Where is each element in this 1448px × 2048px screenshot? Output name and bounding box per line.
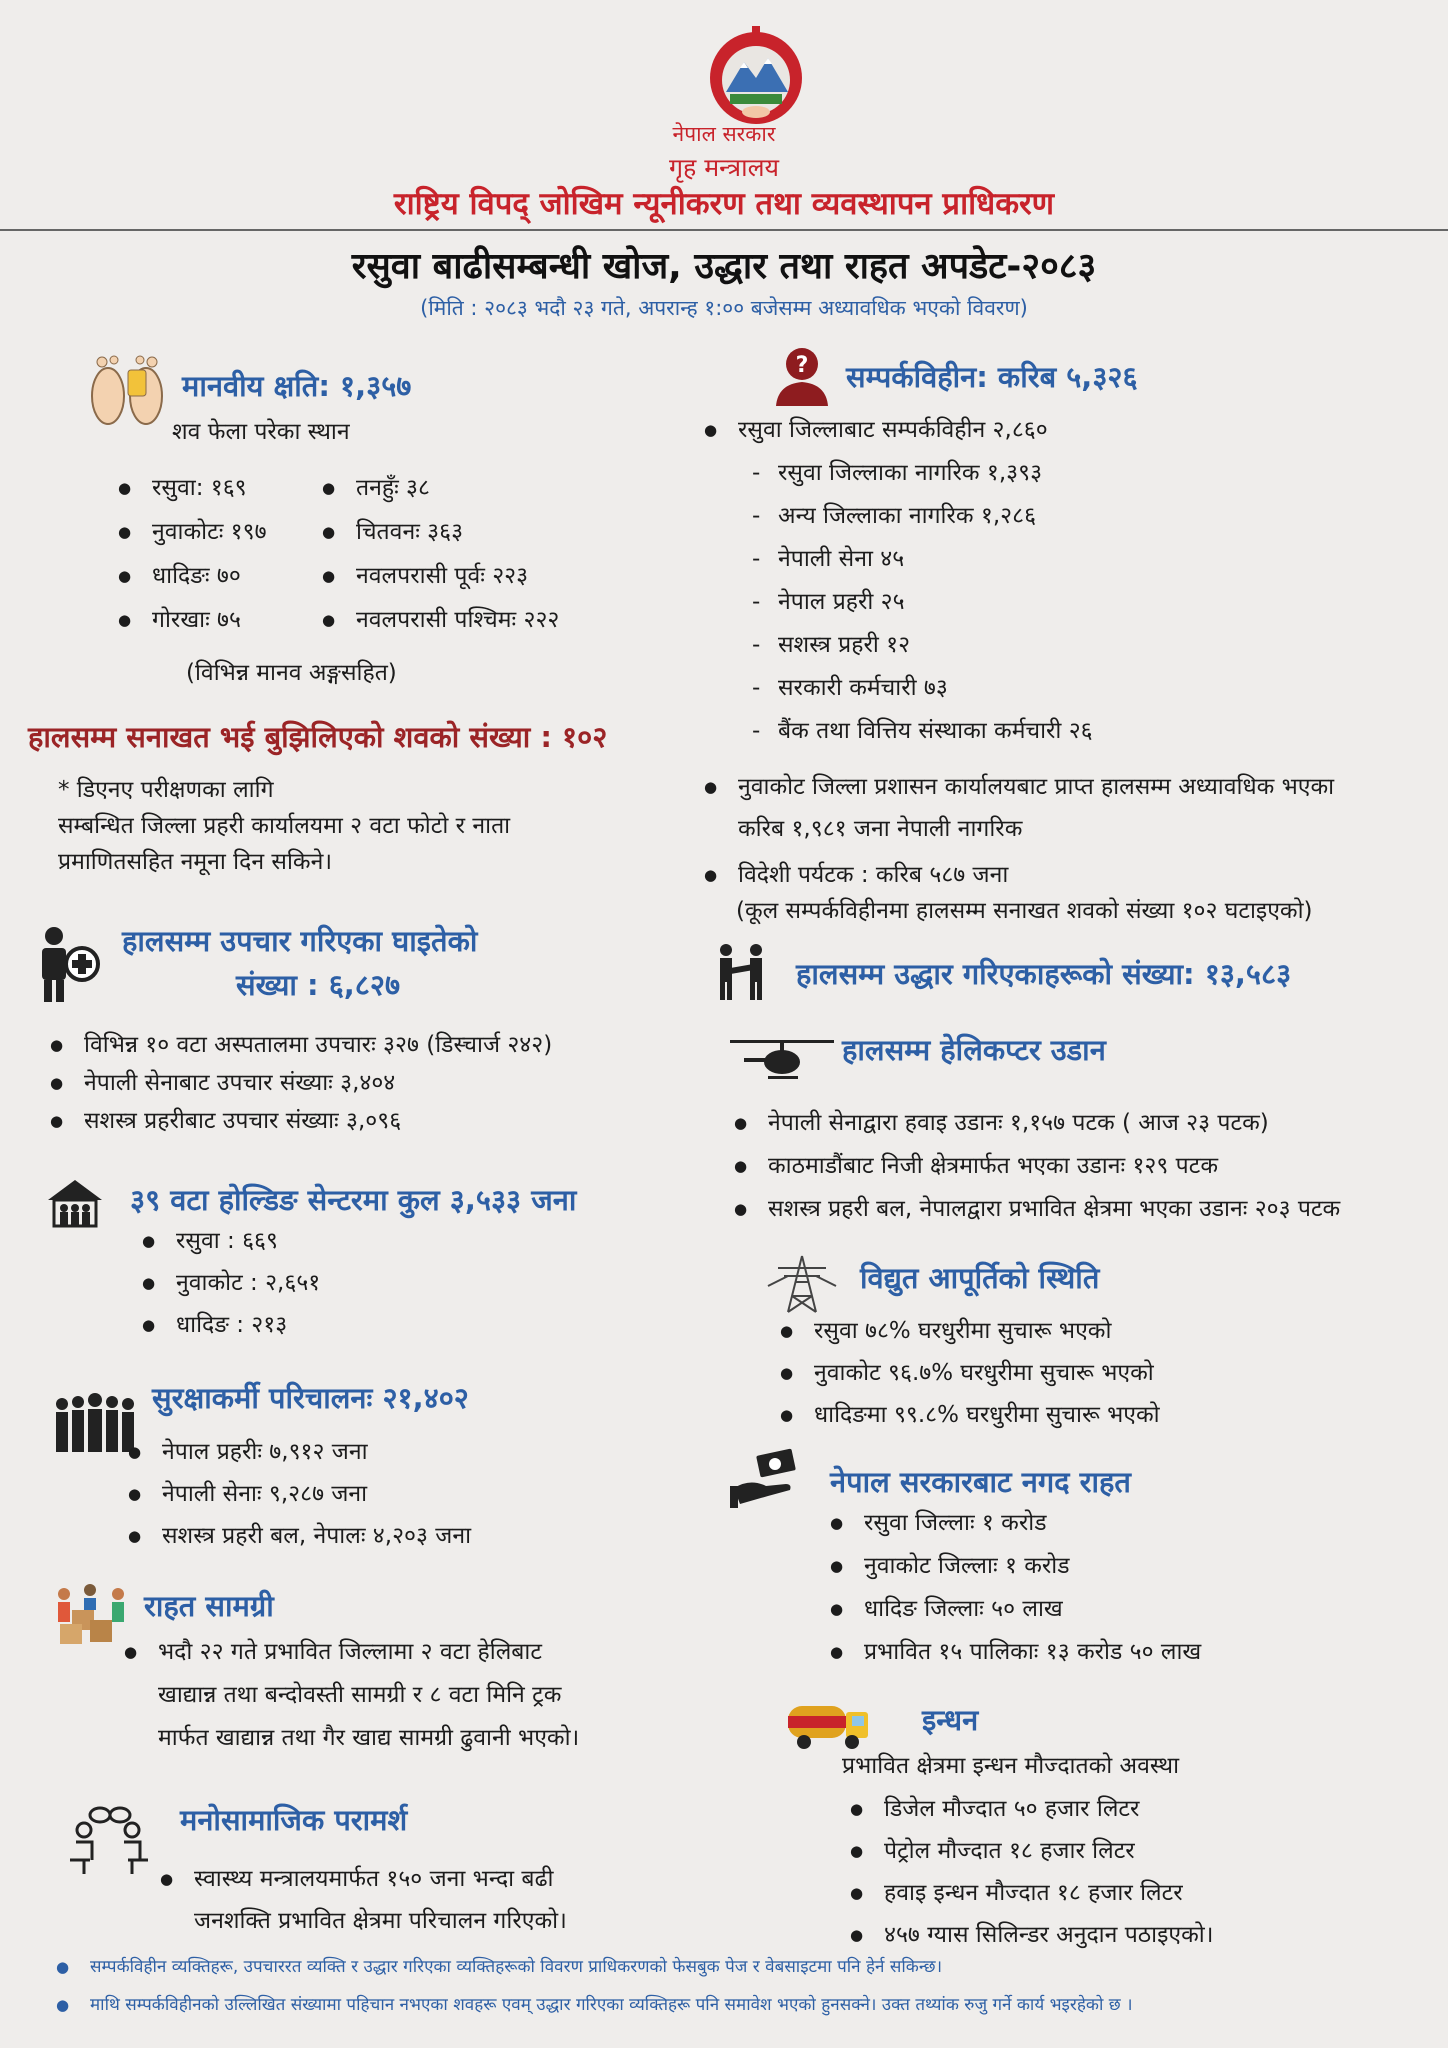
holding-list <box>142 1226 320 1340</box>
list-item: ● धादिङमा ९९.८% घरधुरीमा सुचारू भएको <box>780 1400 1160 1430</box>
missing-nuwakot-line: ● नुवाकोट जिल्ला प्रशासन कार्यालयबाट प्राप्त हालसम्म अध्यावधिक भएका <box>738 774 1335 800</box>
list-item: ● नवलपरासी पूर्वः २२३ <box>322 561 559 591</box>
human-loss-title: मानवीय क्षति: १,३५७ <box>182 369 412 403</box>
missing-note: (कूल सम्पर्कविहीनमा हालसम्म सनाखत शवको संख्या १०२ घटाइएको) <box>736 898 1313 924</box>
list-item: ● नुवाकोट ९६.७% घरधुरीमा सुचारू भएको <box>780 1358 1160 1388</box>
relief-line: मार्फत खाद्यान्न तथा गैर खाद्य सामग्री ढुवानी भएको। <box>158 1725 580 1751</box>
list-item: ● गोरखाः ७५ <box>118 605 267 635</box>
human-loss-subtitle: शव फेला परेका स्थान <box>172 419 350 445</box>
rescue-team-icon <box>712 942 772 1002</box>
list-item: ● नवलपरासी पश्चिमः २२२ <box>322 605 559 635</box>
shelter-house-icon <box>46 1178 104 1228</box>
fuel-title: इन्धन <box>922 1703 979 1737</box>
list-item <box>124 1631 579 1760</box>
fuel-truck-icon <box>786 1700 872 1752</box>
holding-title: ३९ वटा होल्डिङ सेन्टरमा कुल ३,५३३ जना <box>130 1183 577 1217</box>
footer-note: ● सम्पर्कविहीन व्यक्तिहरू, उपचाररत व्यक्ति र उद्धार गरिएका व्यक्तिहरूको विवरण प्राधिकरणको फेसबुक पेज र वेबसाइटमा पनि हेर्न सकिन्छ। <box>56 1956 1133 1978</box>
helicopter-list <box>734 1108 1340 1224</box>
list-item: ● नुवाकोट : २,६५१ <box>142 1268 320 1298</box>
list-item: ● धादिङ जिल्लाः ५० लाख <box>830 1594 1201 1624</box>
list-item: ● पेट्रोल मौज्दात १८ हजार लिटर <box>850 1836 1213 1866</box>
rescued-title: हालसम्म उद्धार गरिएकाहरूको संख्या: १३,५८३ <box>796 957 1292 991</box>
list-item: ● सशस्त्र प्रहरी बल, नेपालः ४,२०३ जना <box>128 1521 471 1551</box>
list-item: ● विभिन्न १० वटा अस्पतालमा उपचारः ३२७ (डिस्चार्ज २४२) <box>50 1030 552 1060</box>
sub-list-item: - बैंक तथा वित्तिय संस्थाका कर्मचारी २६ <box>744 716 1093 746</box>
human-loss-note: (विभिन्न मानव अङ्गसहित) <box>186 660 397 686</box>
identified-note <box>58 772 510 880</box>
list-item: ● रसुवा जिल्लाबाट सम्पर्कविहीन २,८६० <box>704 415 1048 445</box>
missing-nuwakot-line: करिब १,९८१ जना नेपाली नागरिक <box>738 816 1023 842</box>
list-item: ● नेपाली सेनाद्वारा हवाइ उडानः १,१५७ पटक ( आज २३ पटक) <box>734 1108 1340 1138</box>
list-item: ● रसुवा ७८% घरधुरीमा सुचारू भएको <box>780 1316 1160 1346</box>
list-item: ● रसुवा : ६६९ <box>142 1226 320 1256</box>
sub-list-item: - नेपाली सेना ४५ <box>744 544 1093 574</box>
psycho-line: ● स्वास्थ्य मन्त्रालयमार्फत १५० जना भन्दा बढी <box>194 1866 554 1892</box>
human-loss-list-1 <box>118 473 267 635</box>
identified-line: प्रमाणितसहित नमूना दिन सकिने। <box>58 849 333 875</box>
update-date: (मिति : २०८३ भदौ २३ गते, अपरान्ह १:०० बजेसम्म अध्यावधिक भएको विवरण) <box>420 296 1028 320</box>
list-item: ● सशस्त्र प्रहरी बल, नेपालद्वारा प्रभावित क्षेत्रमा भएका उडानः २०३ पटक <box>734 1194 1340 1224</box>
security-list <box>128 1437 471 1551</box>
fuel-subtitle: प्रभावित क्षेत्रमा इन्धन मौज्दातको अवस्था <box>842 1753 1180 1779</box>
psycho-list <box>160 1858 567 1942</box>
sub-list-item: - अन्य जिल्लाका नागरिक १,२८६ <box>744 501 1093 531</box>
svg-text:?: ? <box>795 353 809 378</box>
list-item: ● नेपाली सेनाबाट उपचार संख्याः ३,४०४ <box>50 1068 552 1098</box>
list-item: ● धादिङ : २१३ <box>142 1310 320 1340</box>
relief-title: राहत सामग्री <box>144 1589 274 1623</box>
list-item: ● विदेशी पर्यटक : करिब ५८७ जना <box>704 860 1334 890</box>
relief-line: ● भदौ २२ गते प्रभावित जिल्लामा २ वटा हेलिबाट <box>158 1639 542 1665</box>
fuel-list <box>850 1794 1213 1950</box>
identified-title: हालसम्म सनाखत भई बुझिलिएको शवको संख्या : १०२ <box>28 720 608 754</box>
list-item: ● काठमाडौंबाट निजी क्षेत्रमार्फत भएका उडानः १२९ पटक <box>734 1151 1340 1181</box>
list-item <box>160 1858 567 1942</box>
counseling-icon <box>66 1806 152 1876</box>
injured-title-line1: हालसम्म उपचार गरिएका घाइतेको <box>122 924 478 958</box>
list-item: ● रसुवा जिल्लाः १ करोड <box>830 1508 1201 1538</box>
list-item: ● तनहुँः ३८ <box>322 473 559 503</box>
list-item: ● डिजेल मौज्दात ५० हजार लिटर <box>850 1794 1213 1824</box>
list-item: ● ४५७ ग्यास सिलिन्डर अनुदान पठाइएको। <box>850 1920 1213 1950</box>
list-item: ● हवाइ इन्धन मौज्दात १८ हजार लिटर <box>850 1878 1213 1908</box>
nepal-emblem-icon <box>700 22 812 130</box>
government-name: नेपाल सरकार <box>672 122 776 146</box>
sub-list-item: - सरकारी कर्मचारी ७३ <box>744 673 1093 703</box>
ministry-name: गृह मन्त्रालय <box>668 153 780 182</box>
psycho-line: जनशक्ति प्रभावित क्षेत्रमा परिचालन गरिएको। <box>194 1908 567 1934</box>
sub-list-item: - नेपाल प्रहरी २५ <box>744 587 1093 617</box>
cash-title: नेपाल सरकारबाट नगद राहत <box>830 1465 1131 1499</box>
power-title: विद्युत आपूर्तिको स्थिति <box>860 1261 1100 1295</box>
list-item: ● नेपाली सेनाः ९,२८७ जना <box>128 1479 471 1509</box>
sub-list-item: - सशस्त्र प्रहरी १२ <box>744 630 1093 660</box>
list-item: ● नुवाकोटः १९७ <box>118 517 267 547</box>
list-item: ● रसुवा: १६९ <box>118 473 267 503</box>
list-item <box>704 766 1334 850</box>
power-tower-icon <box>766 1252 838 1314</box>
psycho-title: मनोसामाजिक परामर्श <box>180 1803 408 1837</box>
identified-line: * डिएनए परीक्षणका लागि <box>58 777 274 803</box>
missing-sublist <box>744 458 1093 746</box>
security-title: सुरक्षाकर्मी परिचालनः २१,४०२ <box>152 1381 469 1415</box>
missing-list-2 <box>704 766 1334 890</box>
helicopter-icon <box>730 1036 834 1084</box>
list-item: ● धादिङः ७० <box>118 561 267 591</box>
header-divider <box>0 229 1448 231</box>
list-item: ● सशस्त्र प्रहरीबाट उपचार संख्याः ३,०९६ <box>50 1106 552 1136</box>
relief-list <box>124 1631 579 1760</box>
injured-person-icon <box>34 924 106 1004</box>
list-item: ● चितवनः ३६३ <box>322 517 559 547</box>
relief-line: खाद्यान्न तथा बन्दोवस्ती सामग्री र ८ वटा मिनि ट्रक <box>158 1682 562 1708</box>
cash-list <box>830 1508 1201 1667</box>
list-item: ● नेपाल प्रहरीः ७,९१२ जना <box>128 1437 471 1467</box>
footer-note: ● माथि सम्पर्कविहीनको उल्लिखित संख्यामा पहिचान नभएका शवहरू एवम् उद्धार गरिएका व्यक्तिहरू पनि समावेश भएको हुनसक्ने। उक्त तथ्यांक रुजु गर्ने कार्य भइरहेको छ । <box>56 1994 1133 2016</box>
missing-list <box>704 415 1048 458</box>
page-title: रसुवा बाढीसम्बन्धी खोज, उद्धार तथा राहत अपडेट-२०८३ <box>351 246 1097 287</box>
list-item: ● नुवाकोट जिल्लाः १ करोड <box>830 1551 1201 1581</box>
power-list <box>780 1316 1160 1430</box>
authority-name: राष्ट्रिय विपद् जोखिम न्यूनीकरण तथा व्यवस्थापन प्राधिकरण <box>393 186 1055 222</box>
security-personnel-icon <box>52 1392 138 1454</box>
missing-title: सम्पर्कविहीन: करिब ५,३२६ <box>846 360 1138 394</box>
footer-notes <box>56 1956 1133 2016</box>
missing-person-icon <box>770 342 834 406</box>
sub-list-item: - रसुवा जिल्लाका नागरिक १,३९३ <box>744 458 1093 488</box>
cash-hand-icon <box>730 1448 804 1508</box>
list-item: ● प्रभावित १५ पालिकाः १३ करोड ५० लाख <box>830 1637 1201 1667</box>
identified-line: सम्बन्धित जिल्ला प्रहरी कार्यालयमा २ वटा फोटो र नाता <box>58 813 511 839</box>
feet-tag-icon <box>82 346 174 428</box>
injured-title-line2: संख्या : ६,८२७ <box>236 968 401 1002</box>
injured-list <box>50 1030 552 1136</box>
helicopter-title: हालसम्म हेलिकप्टर उडान <box>842 1033 1106 1067</box>
human-loss-list-2 <box>322 473 559 635</box>
